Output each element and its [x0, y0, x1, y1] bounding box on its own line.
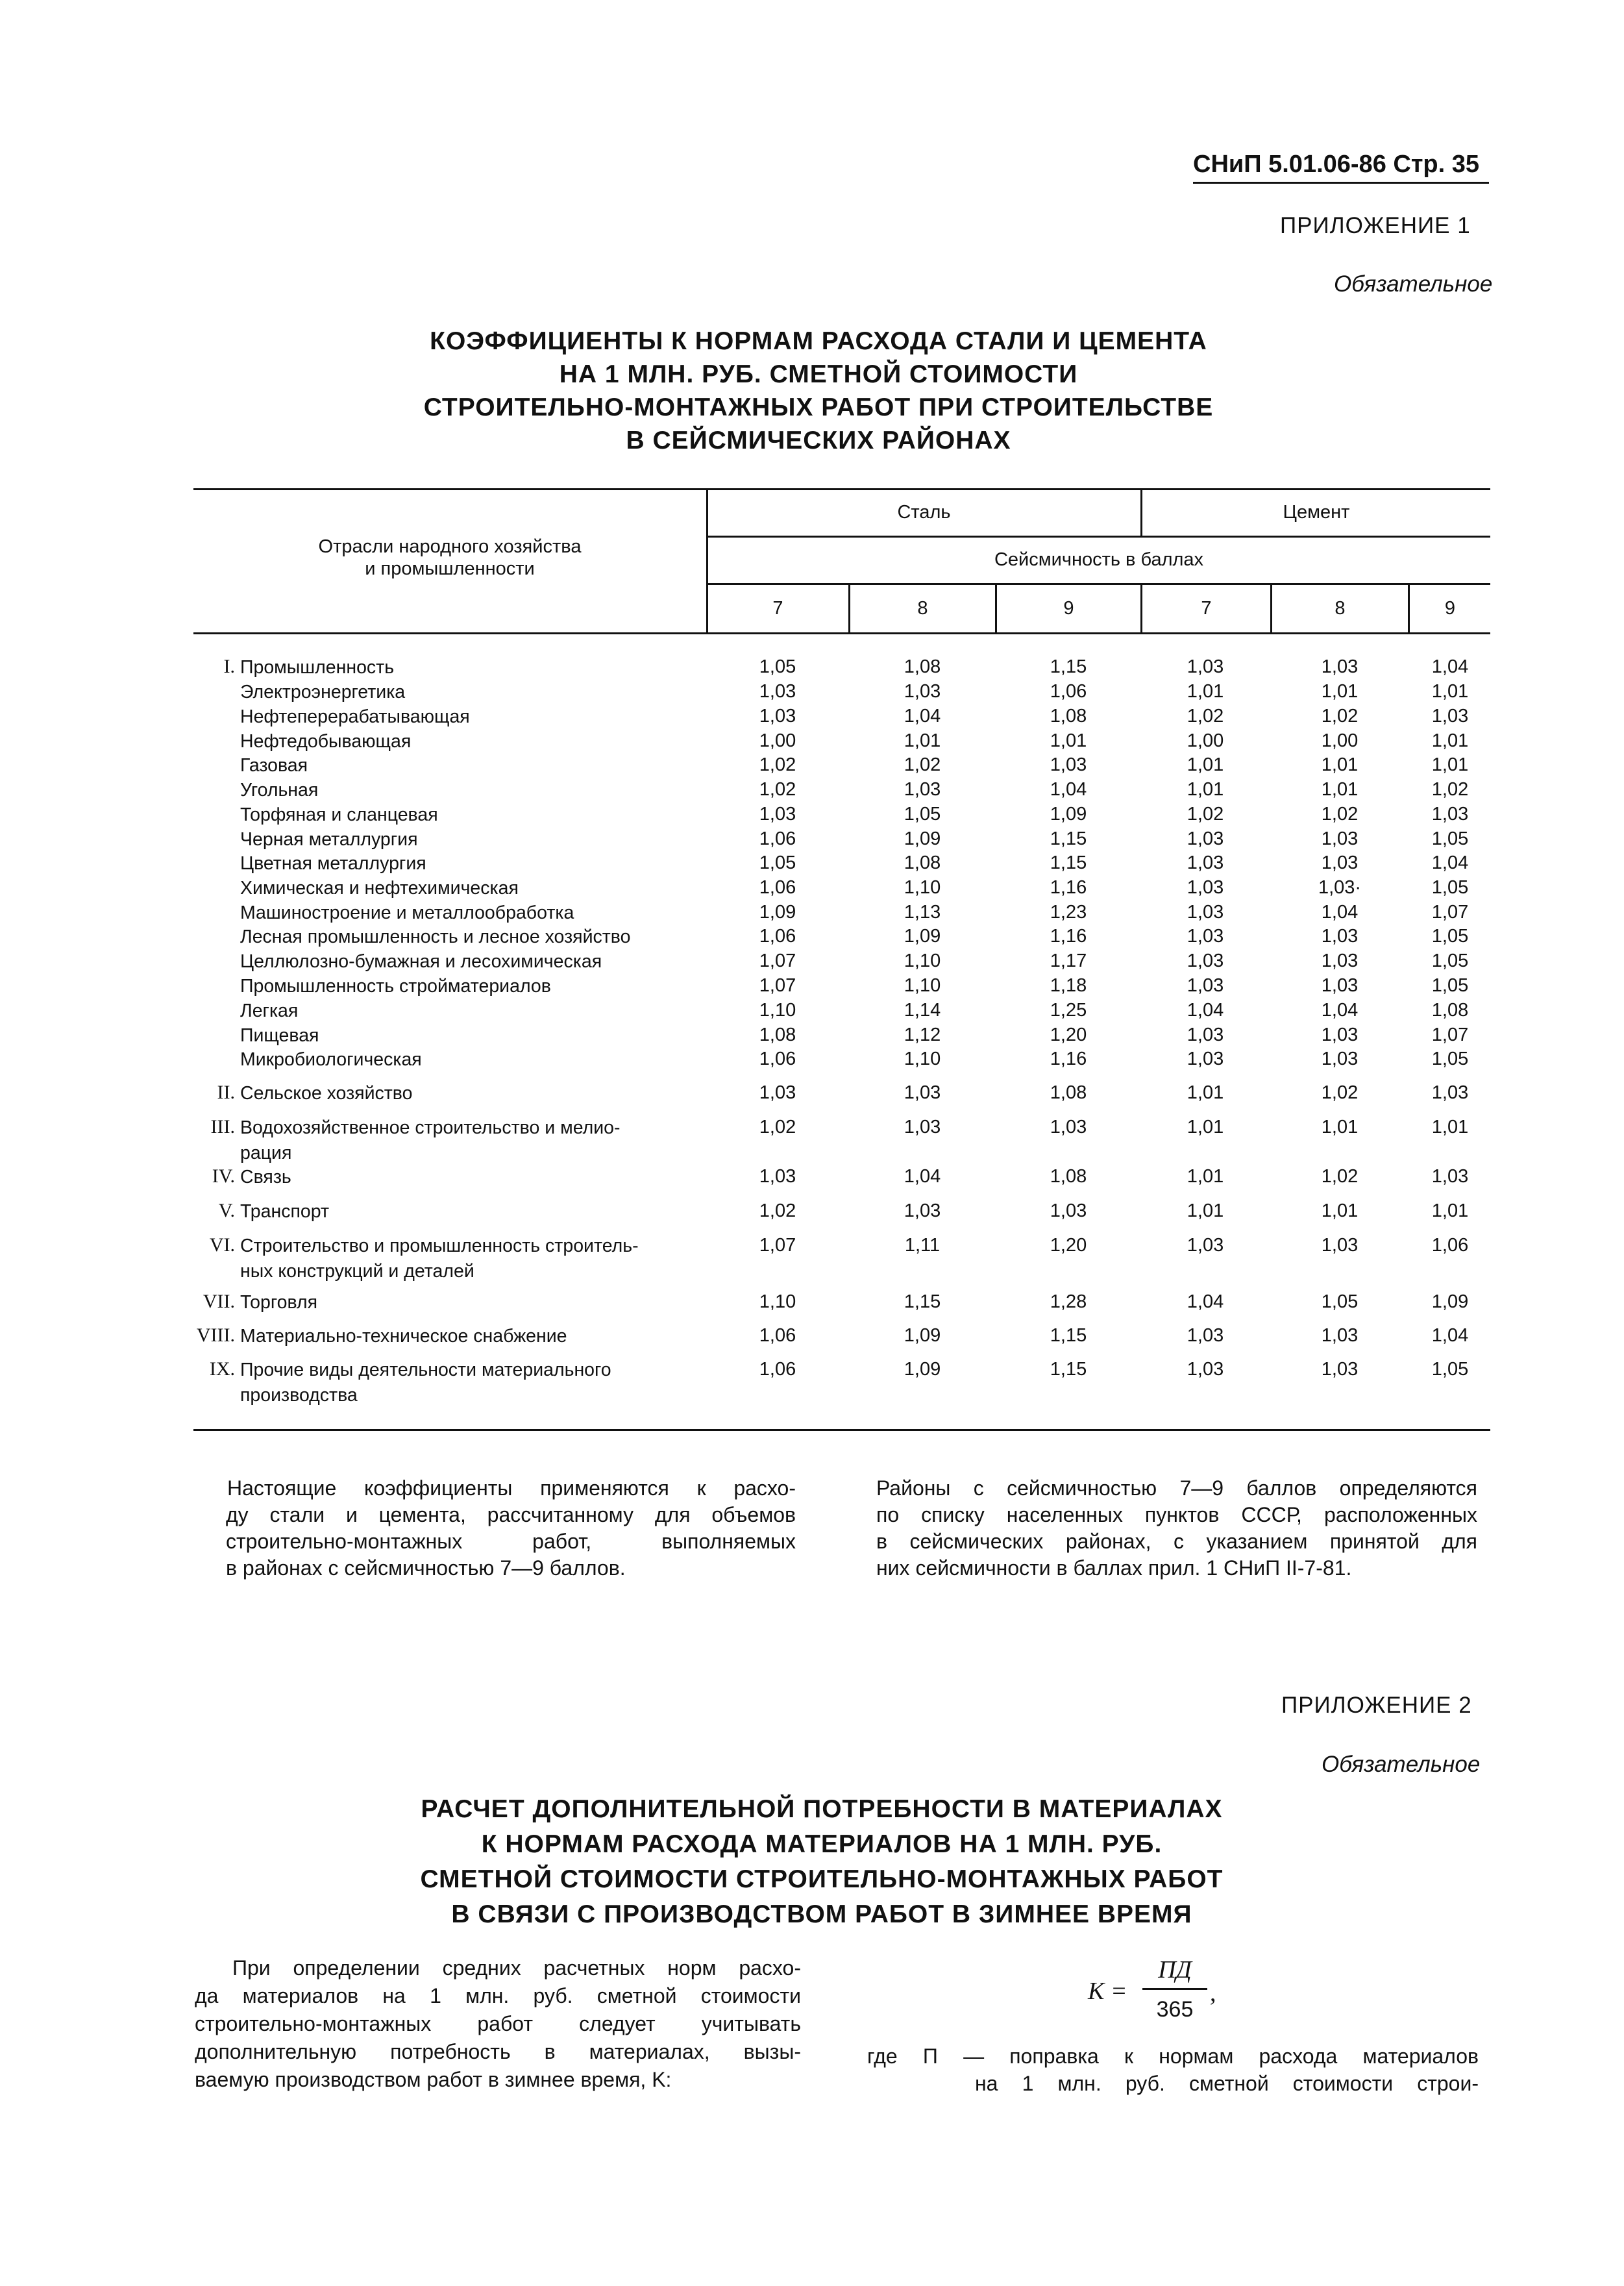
table-cell: 1,03: [1187, 1359, 1224, 1380]
table-cell: 1,04: [1321, 902, 1359, 923]
table-cell: 1,03: [1321, 1235, 1359, 1256]
note-line: них сейсмичности в баллах прил. 1 СНиП II-7-81.: [876, 1556, 1352, 1580]
note-line: по списку населенных пунктов СССР, расположенных: [876, 1503, 1477, 1526]
table-cell: 1,03: [1187, 828, 1224, 849]
table-cell: 1,09: [904, 926, 941, 947]
row-label: Нефтедобывающая: [240, 731, 412, 752]
table-cell: 1,08: [1050, 706, 1087, 727]
table-cell: 1,06: [759, 877, 796, 898]
appendix-1-label: ПРИЛОЖЕНИЕ 1: [1280, 213, 1471, 238]
table-cell: 1,03: [1321, 1325, 1359, 1346]
title-line: В СЕЙСМИЧЕСКИХ РАЙОНАХ: [626, 427, 1011, 454]
header-point: 7: [772, 598, 783, 619]
table-cell: 1,03: [1187, 1235, 1224, 1256]
row-label: Микробиологическая: [240, 1049, 422, 1070]
table-cell: 1,02: [1321, 1082, 1359, 1103]
table-cell: 1,04: [1431, 852, 1469, 873]
row-label: Машиностроение и металлообработка: [240, 902, 574, 923]
row-label: Легкая: [240, 1000, 299, 1021]
table-cell: 1,03: [759, 1166, 796, 1187]
table-cell: 1,25: [1050, 1000, 1087, 1021]
row-number: VI.: [209, 1234, 235, 1256]
table-cell: 1,09: [1050, 804, 1087, 825]
row-label: Пищевая: [240, 1025, 319, 1046]
table-cell: 1,07: [1431, 902, 1469, 923]
table-cell: 1,10: [904, 975, 941, 996]
appendix-2-status: Обязательное: [1322, 1752, 1481, 1777]
row-label: Химическая и нефтехимическая: [240, 878, 519, 899]
table-cell: 1,03: [1187, 1025, 1224, 1045]
table-cell: 1,06: [759, 926, 796, 947]
table-cell: 1,03: [1187, 926, 1224, 947]
table-cell: 1,04: [1431, 656, 1469, 677]
table-cell: 1,13: [904, 902, 941, 923]
table-cell: 1,03: [1321, 950, 1359, 971]
table-top-rule: [193, 488, 1490, 490]
table-header-bottom-rule: [193, 632, 1490, 634]
table-cell: 1,05: [1321, 1291, 1359, 1312]
table-cell: 1,01: [1321, 1200, 1359, 1221]
row-number: VII.: [203, 1291, 235, 1312]
table-cell: 1,00: [1187, 730, 1224, 751]
table-cell: 1,02: [1187, 706, 1224, 727]
table-header-rule: [707, 536, 1490, 538]
formula-fraction-bar: [1142, 1988, 1207, 1990]
table-cell: 1,01: [1187, 1082, 1224, 1103]
body-line: ваемую производством работ в зимнее время, K:: [195, 2068, 672, 2091]
table-cell: 1,03: [1321, 828, 1359, 849]
table-cell: 1,05: [1431, 950, 1469, 971]
table-cell: 1,09: [904, 828, 941, 849]
row-label: Строительство и промышленность строитель-: [240, 1236, 639, 1256]
table-cell: 1,03: [904, 1200, 941, 1221]
table-cell: 1,01: [1431, 681, 1469, 702]
table-cell: 1,03: [759, 706, 796, 727]
header-branch-line: Отрасли народного хозяйства: [318, 536, 582, 557]
title-line: СТРОИТЕЛЬНО-МОНТАЖНЫХ РАБОТ ПРИ СТРОИТЕЛЬСТВЕ: [423, 393, 1214, 421]
row-number: IX.: [209, 1358, 235, 1380]
table-cell: 1,05: [1431, 828, 1469, 849]
table-cell: 1,28: [1050, 1291, 1087, 1312]
table-bottom-rule: [193, 1429, 1490, 1431]
formula-lhs: K =: [1088, 1978, 1127, 2005]
table-cell: 1,02: [1187, 804, 1224, 825]
table-cell: 1,16: [1050, 1049, 1087, 1069]
table-cell: 1,15: [1050, 1359, 1087, 1380]
table-cell: 1,01: [904, 730, 941, 751]
table-cell: 1,03: [1431, 1166, 1469, 1187]
table-cell: 1,02: [1321, 1166, 1359, 1187]
table-cell: 1,16: [1050, 877, 1087, 898]
formula-denominator: 365: [1156, 1997, 1194, 2022]
table-cell: 1,01: [1321, 681, 1359, 702]
where-line: где П — поправка к нормам расхода материалов: [867, 2044, 1479, 2068]
table-cell: 1,03: [1431, 1082, 1469, 1103]
table-cell: 1,03: [1321, 1359, 1359, 1380]
row-label: Промышленность: [240, 657, 395, 678]
table-cell: 1,04: [1431, 1325, 1469, 1346]
header-steel: Сталь: [897, 502, 951, 523]
row-number: III.: [210, 1116, 235, 1137]
table-cell: 1,10: [759, 1291, 796, 1312]
table-cell: 1,03: [1050, 1117, 1087, 1137]
table-cell: 1,06: [759, 1325, 796, 1346]
appendix-1-status: Обязательное: [1334, 271, 1493, 297]
row-number: V.: [218, 1200, 235, 1221]
appendix-2-body: [195, 1954, 801, 2094]
table-cell: 1,05: [759, 852, 796, 873]
row-label: Нефтеперерабатывающая: [240, 706, 470, 727]
body-line: дополнительную потребность в материалах, вызы-: [195, 2040, 801, 2063]
table-cell: 1,07: [759, 975, 796, 996]
table-cell: 1,03: [1050, 754, 1087, 775]
table-cell: 1,07: [759, 950, 796, 971]
table-cell: 1,02: [1431, 779, 1469, 800]
table-cell: 1,03: [759, 804, 796, 825]
table-cell: 1,04: [904, 1166, 941, 1187]
table-cell: 1,06: [1431, 1235, 1469, 1256]
table-cell: 1,03: [1321, 1025, 1359, 1045]
table-cell: 1,10: [904, 877, 941, 898]
note-line: в районах с сейсмичностью 7—9 баллов.: [226, 1556, 626, 1580]
table-cell: 1,04: [1321, 1000, 1359, 1021]
table-cell: 1,10: [904, 950, 941, 971]
table-cell: 1,02: [904, 754, 941, 775]
table-cell: 1,03: [1431, 706, 1469, 727]
table-cell: 1,03: [1187, 1325, 1224, 1346]
table-cell: 1,03: [1050, 1200, 1087, 1221]
table-cell: 1,03: [1321, 852, 1359, 873]
table-cell: 1,05: [1431, 1359, 1469, 1380]
where-line: на 1 млн. руб. сметной стоимости строи-: [975, 2072, 1479, 2095]
row-label: Электроэнергетика: [240, 682, 406, 702]
appendix-2-title: [0, 1792, 1624, 1932]
header-point: 8: [1335, 598, 1346, 619]
table-cell: 1,09: [1431, 1291, 1469, 1312]
table-cell: 1,05: [1431, 926, 1469, 947]
table-cell: 1,01: [1431, 754, 1469, 775]
body-line: При определении средних расчетных норм расхо-: [232, 1956, 801, 1980]
table-cell: 1,20: [1050, 1025, 1087, 1045]
header-point: 8: [917, 598, 928, 619]
row-label: Черная металлургия: [240, 829, 418, 850]
table-cell: 1,12: [904, 1025, 941, 1045]
table-cell: 1,00: [759, 730, 796, 751]
row-number: VIII.: [196, 1324, 235, 1346]
table-cell: 1,16: [1050, 926, 1087, 947]
title-line: НА 1 МЛН. РУБ. СМЕТНОЙ СТОИМОСТИ: [559, 360, 1078, 388]
row-number: II.: [217, 1082, 235, 1103]
header-branch: [193, 536, 706, 580]
table-cell: 1,00: [1321, 730, 1359, 751]
formula-numerator: ПД: [1158, 1956, 1192, 1983]
table-cell: 1,07: [759, 1235, 796, 1256]
table-cell: 1,03: [1187, 1049, 1224, 1069]
table-cell: 1,08: [1050, 1082, 1087, 1103]
table-cell: 1,04: [904, 706, 941, 727]
table-cell: 1,01: [1321, 1117, 1359, 1137]
table-cell: 1,11: [904, 1235, 941, 1256]
header-branch-line: и промышленности: [365, 558, 535, 579]
table-cell: 1,03: [904, 681, 941, 702]
row-label: Связь: [240, 1167, 291, 1187]
table-cell: 1,08: [1431, 1000, 1469, 1021]
formula-comma: ,: [1210, 1980, 1216, 2007]
row-label: Газовая: [240, 755, 308, 776]
table-cell: 1,08: [904, 852, 941, 873]
header-point: 7: [1201, 598, 1212, 619]
row-label: Прочие виды деятельности материального: [240, 1360, 611, 1380]
table-cell: 1,03: [1321, 975, 1359, 996]
row-number: I.: [223, 656, 235, 677]
table-cell: 1,03: [759, 1082, 796, 1103]
table-cell: 1,06: [759, 828, 796, 849]
table-cell: 1,01: [1187, 779, 1224, 800]
note-line: Настоящие коэффициенты применяются к расхо-: [227, 1476, 796, 1500]
title-line: В СВЯЗИ С ПРОИЗВОДСТВОМ РАБОТ В ЗИМНЕЕ ВРЕМЯ: [451, 1900, 1192, 1928]
table-cell: 1,15: [1050, 828, 1087, 849]
row-label: Торфяная и сланцевая: [240, 804, 438, 825]
title-line: СМЕТНОЙ СТОИМОСТИ СТРОИТЕЛЬНО-МОНТАЖНЫХ РАБОТ: [420, 1865, 1224, 1893]
table-cell: 1,20: [1050, 1235, 1087, 1256]
table-cell: 1,05: [1431, 1049, 1469, 1069]
table-header-rule: [707, 583, 1490, 585]
table-cell: 1,03: [1187, 975, 1224, 996]
row-label: Целлюлозно-бумажная и лесохимическая: [240, 951, 602, 972]
table-cell: 1,03: [904, 1082, 941, 1103]
table-cell: 1,05: [759, 656, 796, 677]
table-cell: 1,03: [1431, 804, 1469, 825]
row-number: IV.: [212, 1165, 235, 1187]
table-cell: 1,05: [1431, 877, 1469, 898]
appendix-1-title: [0, 325, 1624, 457]
table-cell: 1,23: [1050, 902, 1087, 923]
table-cell: 1,09: [904, 1325, 941, 1346]
table-cell: 1,02: [759, 1200, 796, 1221]
table-cell: 1,15: [1050, 852, 1087, 873]
table-cell: 1,01: [1321, 779, 1359, 800]
table-cell: 1,01: [1431, 1117, 1469, 1137]
note-line: Районы с сейсмичностью 7—9 баллов определяются: [876, 1476, 1477, 1500]
table-cell: 1,09: [759, 902, 796, 923]
table-cell: 1,01: [1321, 754, 1359, 775]
row-label: ных конструкций и деталей: [240, 1261, 474, 1282]
formula-where: [867, 2043, 1479, 2097]
table-cell: 1,10: [759, 1000, 796, 1021]
table-cell: 1,04: [1050, 779, 1087, 800]
body-line: строительно-монтажных работ следует учитывать: [195, 2012, 801, 2035]
table-cell: 1,05: [1431, 975, 1469, 996]
body-line: да материалов на 1 млн. руб. сметной стоимости: [195, 1984, 801, 2007]
table-cell: 1,04: [1187, 1291, 1224, 1312]
table-cell: 1,07: [1431, 1025, 1469, 1045]
table-cell: 1,02: [1321, 706, 1359, 727]
table-cell: 1,01: [1431, 730, 1469, 751]
table-cell: 1,01: [1187, 754, 1224, 775]
row-label: Промышленность стройматериалов: [240, 976, 551, 997]
table-cell: 1,01: [1187, 681, 1224, 702]
row-label: Цветная металлургия: [240, 853, 426, 874]
table-cell: 1,02: [1321, 804, 1359, 825]
row-label: рация: [240, 1143, 292, 1163]
row-label: Водохозяйственное строительство и мелио-: [240, 1117, 621, 1138]
table-cell: 1,03: [904, 779, 941, 800]
table-cell: 1,04: [1187, 1000, 1224, 1021]
table-cell: 1,06: [759, 1359, 796, 1380]
table-cell: 1,15: [1050, 656, 1087, 677]
header-point: 9: [1063, 598, 1074, 619]
title-line: К НОРМАМ РАСХОДА МАТЕРИАЛОВ НА 1 МЛН. РУБ.: [481, 1830, 1163, 1858]
table-cell: 1,03: [1187, 902, 1224, 923]
table-cell: 1,01: [1187, 1117, 1224, 1137]
table-cell: 1,17: [1050, 950, 1087, 971]
table-cell: 1,02: [759, 754, 796, 775]
header-cement: Цемент: [1283, 502, 1350, 523]
table-cell: 1,01: [1431, 1200, 1469, 1221]
row-label: производства: [240, 1385, 358, 1406]
table-cell: 1,03: [759, 681, 796, 702]
table-cell: 1,03: [1321, 926, 1359, 947]
row-label: Угольная: [240, 780, 319, 801]
table-cell: 1,15: [1050, 1325, 1087, 1346]
table-cell: 1,03: [1187, 852, 1224, 873]
table-cell: 1,01: [1187, 1166, 1224, 1187]
table-cell: 1,08: [759, 1025, 796, 1045]
table-cell: 1,03: [1321, 656, 1359, 677]
table-cell: 1,03: [1187, 656, 1224, 677]
table-cell: 1,08: [904, 656, 941, 677]
note-line: ду стали и цемента, рассчитанному для объемов: [226, 1503, 796, 1526]
appendix-2-label: ПРИЛОЖЕНИЕ 2: [1281, 1693, 1472, 1718]
table-cell: 1,10: [904, 1049, 941, 1069]
table-cell: 1,03: [1321, 1049, 1359, 1069]
row-label: Материально-техническое снабжение: [240, 1326, 567, 1347]
row-label: Торговля: [240, 1292, 318, 1313]
table-cell: 1,09: [904, 1359, 941, 1380]
table-cell: 1,01: [1050, 730, 1087, 751]
table-cell: 1,02: [759, 1117, 796, 1137]
note-left: [226, 1475, 796, 1582]
header-point: 9: [1444, 598, 1456, 619]
header-underline: [1193, 182, 1489, 184]
table-cell: 1,05: [904, 804, 941, 825]
table-cell: 1,15: [904, 1291, 941, 1312]
table-cell: 1,06: [759, 1049, 796, 1069]
table-cell: 1,03·: [1318, 877, 1362, 898]
note-line: строительно-монтажных работ, выполняемых: [226, 1530, 796, 1553]
table-cell: 1,08: [1050, 1166, 1087, 1187]
note-line: в сейсмических районах, с указанием принятой для: [876, 1530, 1477, 1553]
table-cell: 1,03: [1187, 877, 1224, 898]
table-cell: 1,06: [1050, 681, 1087, 702]
table-cell: 1,01: [1187, 1200, 1224, 1221]
header-seismic: Сейсмичность в баллах: [994, 549, 1204, 570]
title-line: КОЭФФИЦИЕНТЫ К НОРМАМ РАСХОДА СТАЛИ И ЦЕМЕНТА: [430, 327, 1207, 355]
row-label: Сельское хозяйство: [240, 1083, 413, 1104]
note-right: [876, 1475, 1477, 1582]
document-reference: СНиП 5.01.06-86 Стр. 35: [1193, 151, 1480, 178]
table-cell: 1,18: [1050, 975, 1087, 996]
table-cell: 1,14: [904, 1000, 941, 1021]
title-line: РАСЧЕТ ДОПОЛНИТЕЛЬНОЙ ПОТРЕБНОСТИ В МАТЕРИАЛАХ: [421, 1795, 1223, 1823]
row-label: Лесная промышленность и лесное хозяйство: [240, 926, 631, 947]
table-cell: 1,02: [759, 779, 796, 800]
row-label: Транспорт: [240, 1201, 330, 1222]
table-cell: 1,03: [904, 1117, 941, 1137]
table-cell: 1,03: [1187, 950, 1224, 971]
